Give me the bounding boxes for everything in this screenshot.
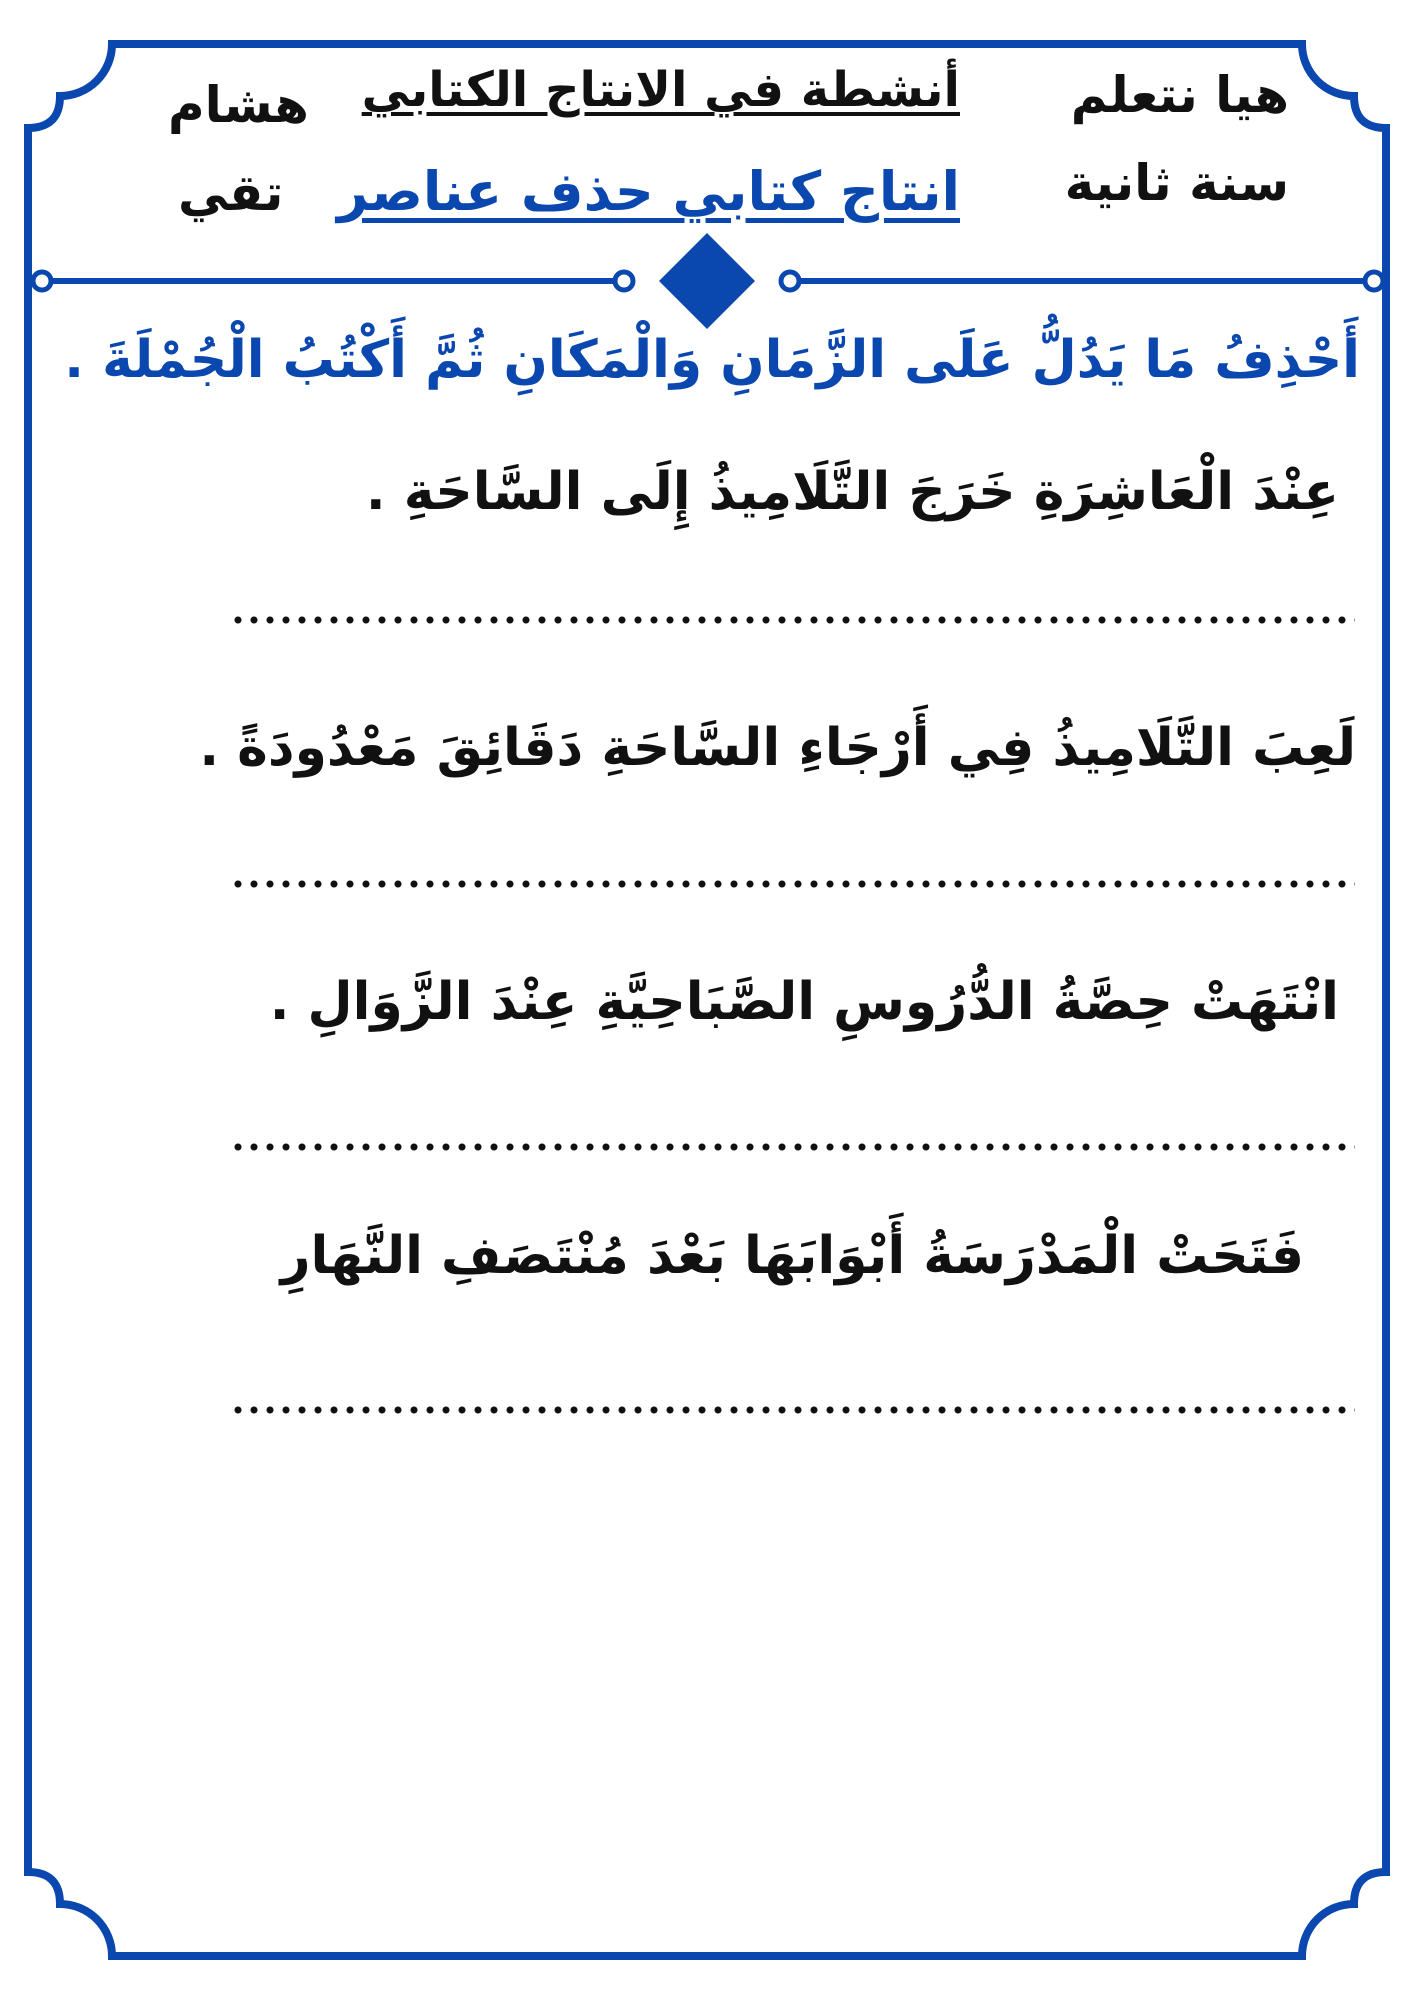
answer-line-3[interactable] — [230, 1142, 1355, 1152]
sentence-2: لَعِبَ التَّلَامِيذُ فِي أَرْجَاءِ السَّاحَةِ دَقَائِقَ مَعْدُودَةً . — [199, 718, 1356, 778]
exercise-instruction: أَحْذِفُ مَا يَدُلُّ عَلَى الزَّمَانِ وَالْمَكَانِ ثُمَّ أَكْتُبُ الْجُمْلَةَ . — [64, 330, 1360, 390]
header-right-line1: هيا نتعلم — [1070, 66, 1289, 124]
header-right-line2: سنة ثانية — [1064, 154, 1289, 212]
header-left-line1: هشام — [168, 76, 309, 134]
diamond-ornament — [659, 233, 755, 329]
answer-line-4[interactable] — [230, 1405, 1355, 1415]
answer-line-1[interactable] — [230, 615, 1355, 625]
sentence-1: عِنْدَ الْعَاشِرَةِ خَرَجَ التَّلَامِيذُ إِلَى السَّاحَةِ . — [365, 462, 1339, 522]
header-divider — [33, 233, 1383, 329]
header-left-line2: تقي — [178, 164, 284, 222]
page-title: أنشطة في الانتاج الكتابي — [361, 62, 960, 118]
answer-line-2[interactable] — [230, 879, 1355, 889]
sentence-4: فَتَحَتْ الْمَدْرَسَةُ أَبْوَابَهَا بَعْدَ مُنْتَصَفِ النَّهَارِ — [280, 1226, 1304, 1286]
sentence-3: انْتَهَتْ حِصَّةُ الدُّرُوسِ الصَّبَاحِيَّةِ عِنْدَ الزَّوَالِ . — [269, 972, 1339, 1032]
page-subtitle: انتاج كتابي حذف عناصر — [337, 160, 960, 223]
